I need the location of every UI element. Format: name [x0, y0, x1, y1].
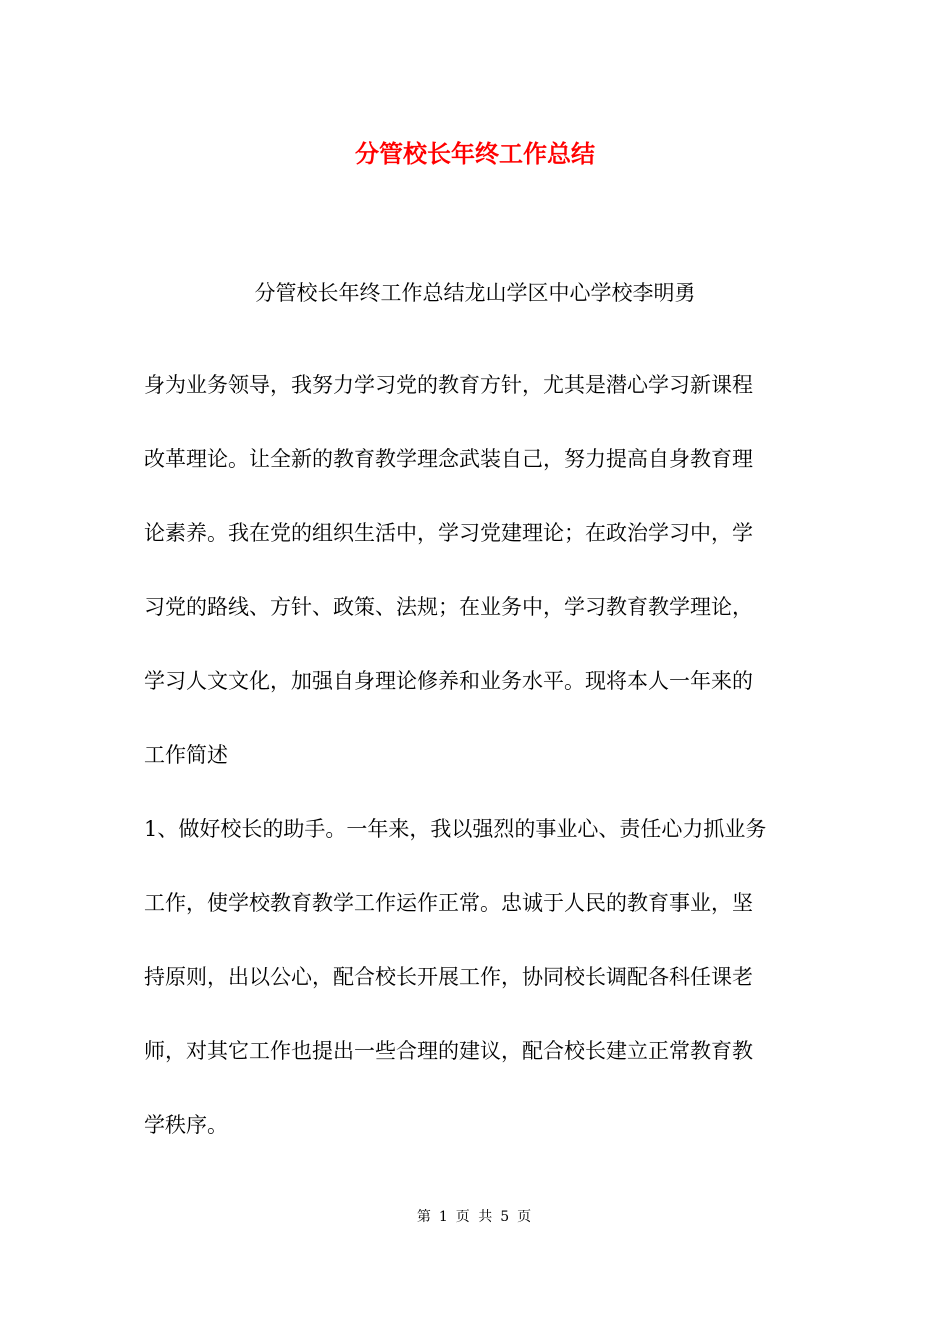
body-line: 工作，使学校教育教学工作运作正常。忠诚于人民的教育事业，坚	[144, 891, 753, 915]
total-pages-number: 5	[500, 1209, 512, 1225]
page-label-middle: 页 共	[455, 1209, 495, 1225]
body-line: 学习人文文化，加强自身理论修养和业务水平。现将本人一年来的	[144, 669, 753, 693]
document-body	[144, 348, 809, 1162]
page-number-footer	[0, 1205, 950, 1229]
body-line: 1、做好校长的助手。一年来，我以强烈的事业心、责任心力抓业务	[144, 817, 767, 841]
current-page-number: 1	[438, 1209, 450, 1225]
body-line: 论素养。我在党的组织生活中，学习党建理论；在政治学习中，学	[144, 521, 753, 545]
body-line: 改革理论。让全新的教育教学理念武装自己，努力提高自身教育理	[144, 447, 753, 471]
body-line: 身为业务领导，我努力学习党的教育方针，尤其是潜心学习新课程	[144, 373, 753, 397]
body-line: 学秩序。	[144, 1113, 228, 1137]
document-subtitle: 分管校长年终工作总结龙山学区中心学校李明勇	[254, 281, 696, 305]
document-title: 分管校长年终工作总结	[355, 139, 595, 168]
body-line: 工作简述	[144, 743, 228, 767]
body-line: 持原则，出以公心，配合校长开展工作，协同校长调配各科任课老	[144, 965, 753, 989]
page-label-prefix: 第	[416, 1209, 433, 1225]
page-label-suffix: 页	[517, 1209, 534, 1225]
body-line: 习党的路线、方针、政策、法规；在业务中，学习教育教学理论，	[144, 595, 753, 619]
body-line: 师，对其它工作也提出一些合理的建议，配合校长建立正常教育教	[144, 1039, 753, 1063]
